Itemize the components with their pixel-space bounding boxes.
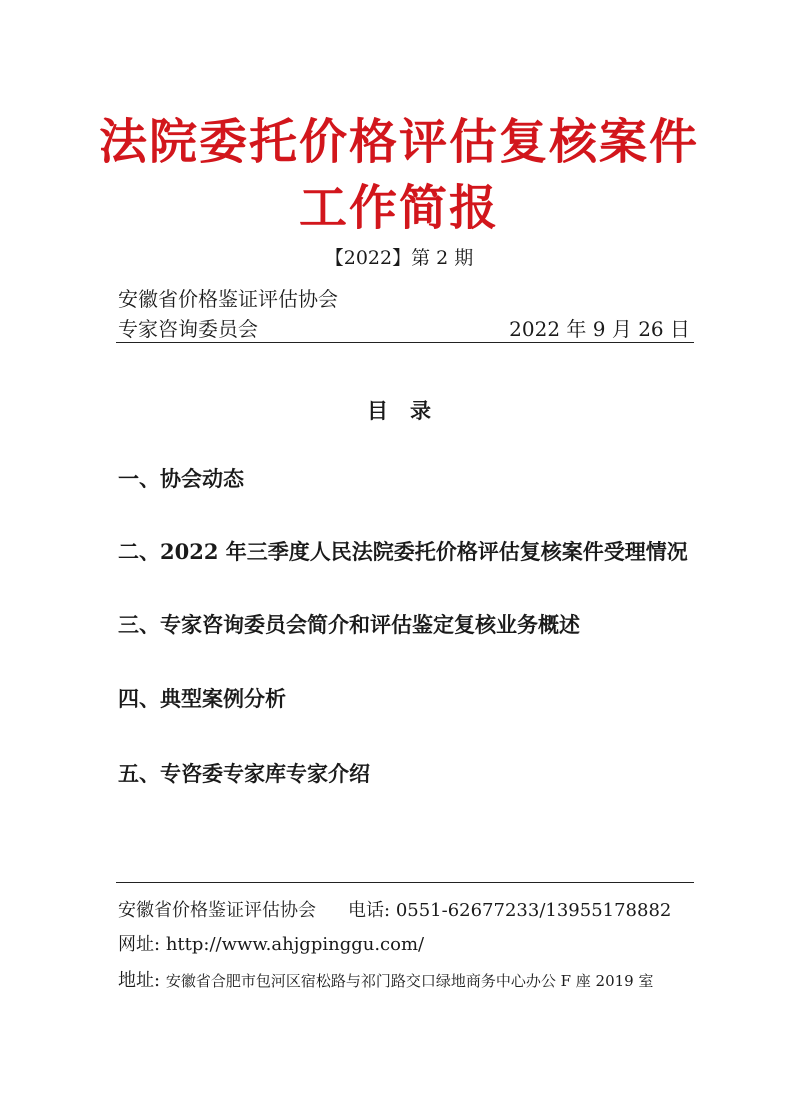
toc-item: 二、2022 年三季度人民法院委托价格评估复核案件受理情况 (118, 539, 688, 564)
website-url[interactable]: http://www.ahjgpinggu.com/ (165, 934, 425, 955)
address-label: 地址: (118, 970, 161, 991)
website-label: 网址: (118, 934, 161, 955)
address-value: 安徽省合肥市包河区宿松路与祁门路交口绿地商务中心办公 F 座 2019 室 (165, 972, 654, 990)
committee-name: 专家咨询委员会 (118, 317, 258, 341)
footer-contact-line (118, 898, 671, 924)
footer-website-line (118, 932, 424, 958)
report-title-line2: 工作简报 (298, 180, 499, 236)
header-divider (116, 342, 694, 343)
footer-divider (116, 882, 694, 883)
footer-org: 安徽省价格鉴证评估协会 (118, 900, 316, 921)
issue-number: 【2022】第 2 期 (324, 247, 474, 269)
toc-item: 四、典型案例分析 (118, 686, 286, 711)
publisher-name: 安徽省价格鉴证评估协会 (118, 287, 338, 311)
phone-number: 0551-62677233/13955178882 (395, 900, 672, 921)
committee-date-row (118, 314, 690, 344)
toc-item: 三、专家咨询委员会简介和评估鉴定复核业务概述 (118, 612, 580, 637)
toc-heading: 目录 (367, 398, 453, 423)
toc-item: 五、专咨委专家库专家介绍 (118, 761, 370, 786)
report-title-line1: 法院委托价格评估复核案件 (98, 114, 699, 170)
footer-address-line (118, 968, 653, 994)
publish-date: 2022 年 9 月 26 日 (509, 317, 690, 341)
toc-item: 一、协会动态 (118, 466, 244, 491)
phone-label: 电话: (348, 900, 391, 921)
